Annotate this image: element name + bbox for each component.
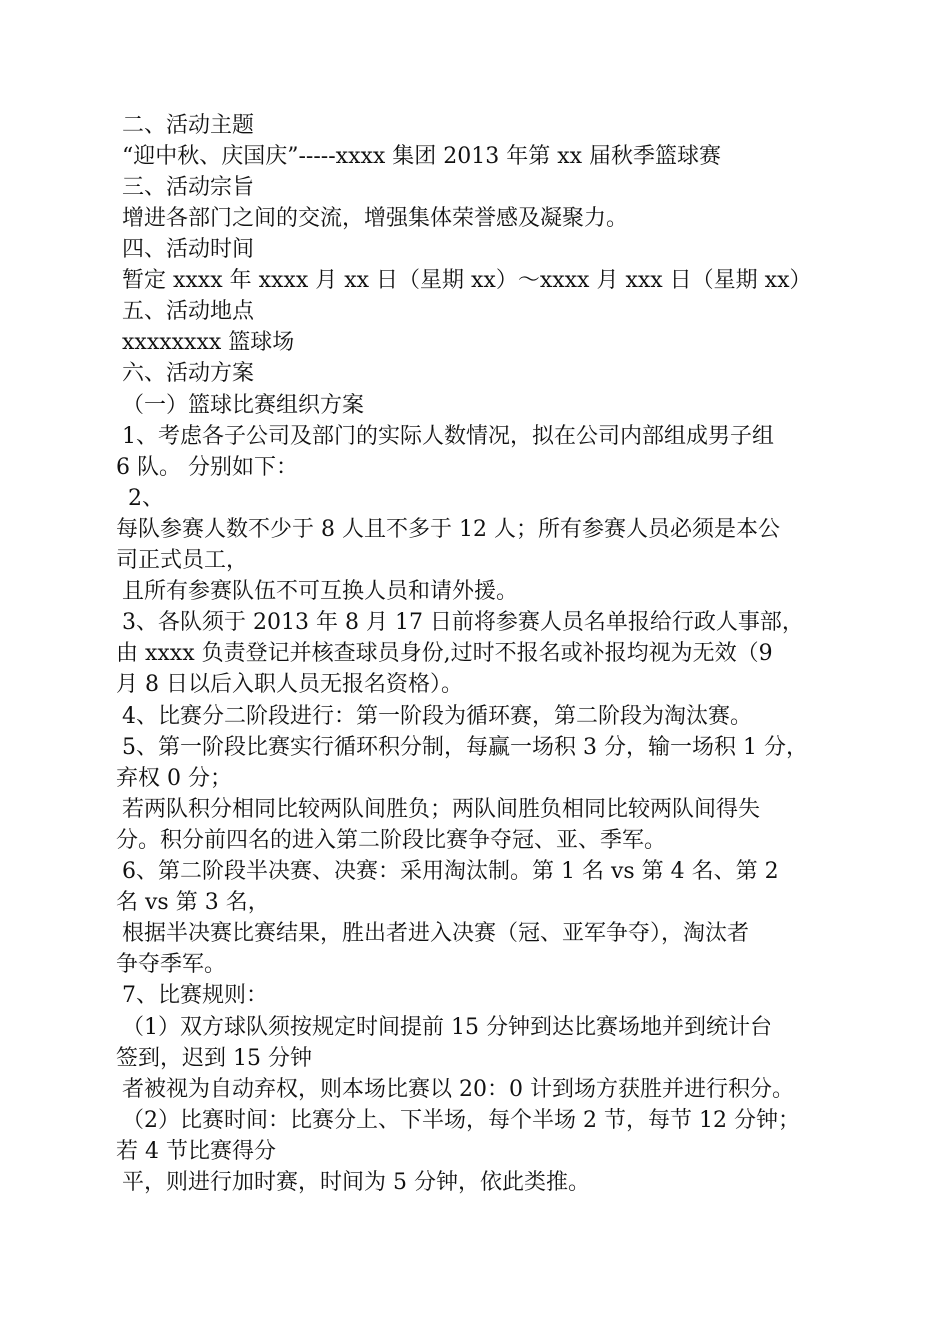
purpose-text: 增进各部门之间的交流，增强集体荣誉感及凝聚力。 [122, 206, 629, 231]
paragraph-line: 5、第一阶段比赛实行循环积分制，每赢一场积 3 分，输一场积 1 分， [122, 735, 808, 760]
paragraph-line: 4、比赛分二阶段进行：第一阶段为循环赛，第二阶段为淘汰赛。 [122, 704, 752, 729]
paragraph-line: 月 8 日以后入职人员无报名资格）。 [116, 672, 463, 697]
paragraph-line: 每队参赛人数不少于 8 人且不多于 12 人；所有参赛人员必须是本公 [116, 517, 780, 542]
paragraph-line: 7、比赛规则： [122, 983, 268, 1008]
location-text: xxxxxxxx 篮球场 [122, 330, 295, 355]
paragraph-line: 6、第二阶段半决赛、决赛：采用淘汰制。第 1 名 vs 第 4 名、第 2 [122, 859, 779, 884]
heading-theme: 二、活动主题 [122, 113, 255, 138]
paragraph-line: 名 vs 第 3 名， [116, 890, 270, 915]
heading-purpose: 三、活动宗旨 [122, 175, 255, 200]
paragraph-line: 争夺季军。 [116, 952, 227, 977]
paragraph-line: 司正式员工， [116, 548, 249, 573]
subheading-basketball-plan: （一）篮球比赛组织方案 [122, 393, 365, 418]
paragraph-line: 若两队积分相同比较两队间胜负；两队间胜负相同比较两队间得失 [122, 797, 761, 822]
paragraph-line: 6 队。 分别如下： [116, 455, 298, 480]
paragraph-line: 者被视为自动弃权，则本场比赛以 20：0 计到场方获胜并进行积分。 [122, 1077, 794, 1102]
time-text: 暂定 xxxx 年 xxxx 月 xx 日（星期 xx）～xxxx 月 xxx 日（星期 xx） [122, 268, 812, 293]
paragraph-line: 平，则进行加时赛，时间为 5 分钟，依此类推。 [122, 1170, 590, 1195]
paragraph-line: 由 xxxx 负责登记并核查球员身份,过时不报名或补报均视为无效（9 [116, 641, 773, 666]
paragraph-line: 根据半决赛比赛结果，胜出者进入决赛（冠、亚军争夺），淘汰者 [122, 921, 750, 946]
paragraph-line: 若 4 节比赛得分 [116, 1139, 276, 1164]
heading-plan: 六、活动方案 [122, 361, 255, 386]
paragraph-line: （2）比赛时间：比赛分上、下半场，每个半场 2 节，每节 12 分钟； [122, 1108, 800, 1133]
theme-text: “迎中秋、庆国庆”-----xxxx 集团 2013 年第 xx 届秋季篮球赛 [122, 144, 722, 169]
paragraph-line: 3、各队须于 2013 年 8 月 17 日前将参赛人员名单报给行政人事部， [122, 610, 804, 635]
heading-time: 四、活动时间 [122, 237, 255, 262]
paragraph-line: 1、考虑各子公司及部门的实际人数情况，拟在公司内部组成男子组 [122, 424, 774, 449]
paragraph-line: 签到，迟到 15 分钟 [116, 1046, 312, 1071]
paragraph-line: 且所有参赛队伍不可互换人员和请外援。 [122, 579, 519, 604]
paragraph-line: （1）双方球队须按规定时间提前 15 分钟到达比赛场地并到统计台 [122, 1015, 772, 1040]
paragraph-line: 弃权 0 分； [116, 766, 232, 791]
paragraph-line: 分。积分前四名的进入第二阶段比赛争夺冠、亚、季军。 [116, 828, 667, 853]
heading-location: 五、活动地点 [122, 299, 255, 324]
paragraph-line: 2、 [128, 486, 164, 511]
